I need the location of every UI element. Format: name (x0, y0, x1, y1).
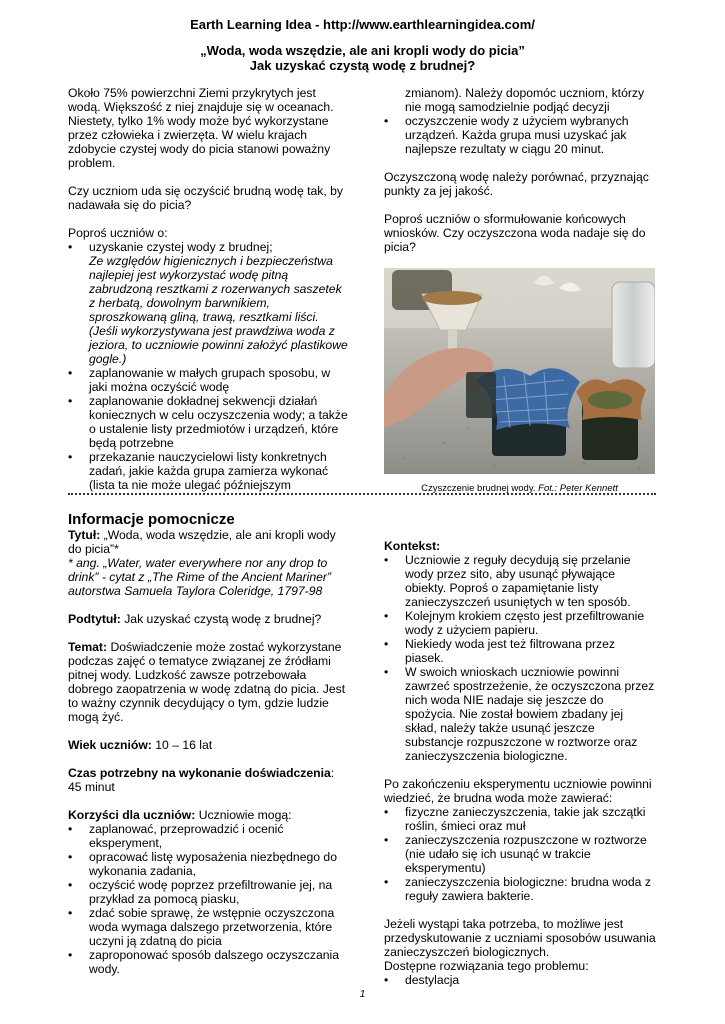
list-continuation: zmianom). Należy dopomóc uczniom, którzy nie mogą samodzielnie podjąć decyzji (405, 86, 645, 114)
hygiene-note: Ze względów higienicznych i bezpieczeństwa najlepiej jest wykorzystać wodę pitną zabrudzoną resztkami z rozerwanych saszetek z herbatą, dowolnym barwnikiem, sproszkowaną gliną, trawą, resztkami liści. (Jeśli wykorzystywana jest prawdziwa woda z jeziora, to uczniowie powinni założyć plastikowe gogle.) (89, 254, 348, 366)
section-divider (68, 493, 656, 495)
info-column (68, 511, 348, 976)
context-column (384, 539, 656, 987)
context-list (384, 553, 656, 763)
task-list (68, 240, 348, 492)
water-filtering-photo (384, 268, 655, 474)
after-experiment-paragraph: Po zakończeniu eksperymentu uczniowie powinni wiedzieć, że brudna woda może zawierać: (384, 777, 652, 805)
compare-paragraph: Oczyszczoną wodę należy porównać, przyznając punkty za jej jakość. (384, 170, 649, 198)
photo-caption: Czyszczenie brudnej wody. Fot.: Peter Kennett (421, 483, 618, 494)
info-topic: Temat: Doświadczenie może zostać wykorzystane podczas zajęć o tematyce związanej ze źródłami pitnej wody. Ludzkość zawsze potrzebowała dobrego zaopatrzenia w wodę zdatną do picia. Jest to ważny czynnik decydujący o tym, gdzie ludzie mogą żyć. (68, 640, 346, 724)
document-title: „Woda, woda wszędzie, ale ani kropli wody do picia” (200, 43, 525, 58)
list-item: • Uczniowie z reguły decydują się przelanie wody przez sito, aby usunąć pływające obiekty. Poproś o zapamiętanie listy zanieczyszczeń usuniętych w ten sposób. (384, 553, 656, 609)
site-header: Earth Learning Idea - http://www.earthlearningidea.com/ (190, 17, 535, 32)
document-subtitle: Jak uzyskać czystą wodę z brudnej? (249, 58, 476, 73)
context-heading: Kontekst: (384, 539, 441, 553)
list-item: • zaplanować, przeprowadzić i ocenić eksperyment, (68, 822, 348, 850)
benefits-list (68, 822, 348, 976)
list-item: • fizyczne zanieczyszczenia, takie jak szczątki roślin, śmieci oraz muł (384, 805, 656, 833)
info-age: Wiek uczniów: 10 – 16 lat (68, 738, 213, 752)
list-item: • zaplanowanie w małych grupach sposobu, w jaki można oczyścić wodę (68, 366, 348, 394)
info-title: Tytuł: „Woda, woda wszędzie, ale ani kropli wody do picia”* (68, 528, 336, 556)
intro-paragraph-3: Poproś uczniów o: (68, 226, 168, 240)
intro-column-right (384, 86, 656, 254)
contaminants-list (384, 805, 656, 903)
solutions-list (384, 973, 656, 987)
list-item: • opracować listę wyposażenia niezbędnego do wykonania zadania, (68, 850, 348, 878)
list-item: • przekazanie nauczycielowi listy konkretnych zadań, jakie każda grupa zamierza wykonać (lista ta nie może ulegać późniejszym (68, 450, 348, 492)
list-item: • Kolejnym krokiem często jest przefiltrowanie wody z użyciem papieru. (384, 609, 656, 637)
info-heading: Informacje pomocnicze (68, 511, 235, 528)
conclusion-paragraph: Poproś uczniów o sformułowanie końcowych wniosków. Czy oczyszczona woda nadaje się do picia? (384, 212, 646, 254)
discussion-paragraph: Jeżeli wystąpi taka potrzeba, to możliwe jest przedyskutowanie z uczniami sposobów usuwania zanieczyszczeń biologicznych. (384, 917, 656, 959)
list-item: • destylacja (384, 973, 656, 987)
info-subtitle: Podtytuł: Jak uzyskać czystą wodę z brudnej? (68, 612, 322, 626)
page-number: 1 (359, 989, 366, 1000)
intro-paragraph-2: Czy uczniom uda się oczyścić brudną wodę tak, by nadawała się do picia? (68, 184, 344, 212)
list-item: • uzyskanie czystej wody z brudnej; Ze względów higienicznych i bezpieczeństwa najlepiej jest wykorzystać wodę pitną zabrudzoną resztkami z rozerwanych saszetek z herbatą, dowolnym barwnikiem, sproszkowaną gliną, trawą, resztkami liści. (Jeśli wykorzystywana jest prawdziwa woda z jeziora, to uczniowie powinni założyć plastikowe gogle.) (68, 240, 348, 366)
list-item: • W swoich wnioskach uczniowie powinni zawrzeć spostrzeżenie, że oczyszczona przez nich woda NIE nadaje się jeszcze do spożycia. Nie został bowiem zbadany jej skład, należy także usunąć jeszcze substancje rozpuszczone w roztworze oraz zanieczyszczenia biologiczne. (384, 665, 656, 763)
intro-column (68, 86, 348, 492)
list-item: • zdać sobie sprawę, że wstępnie oczyszczona woda wymaga dalszego przetworzenia, które uczyni ją zdatną do picia (68, 906, 348, 948)
intro-paragraph-1: Około 75% powierzchni Ziemi przykrytych jest wodą. Większość z niej znajduje się w oceanach. Niestety, tylko 1% wody może być wykorzystane przez człowieka i zwierzęta. W wielu krajach zdobycie czystej wody do picia stanowi poważny problem. (68, 86, 334, 170)
list-item: • oczyszczenie wody z użyciem wybranych urządzeń. Każda grupa musi uzyskać jak najlepsze rezultaty w ciągu 20 minut. (384, 114, 656, 156)
info-title-note: * ang. „Water, water everywhere nor any drop to drink” - cytat z „The Rime of the Ancient Mariner” autorstwa Samuela Taylora Coleridge, 1797-98 (68, 556, 332, 598)
list-item: • zaplanowanie dokładnej sekwencji działań koniecznych w celu oczyszczenia wody; a także o ustalenie listy przedmiotów i urządzeń, które będą potrzebne (68, 394, 348, 450)
list-item: • zanieczyszczenia rozpuszczone w roztworze (nie udało się ich usunąć w trakcie eksperymentu) (384, 833, 656, 875)
list-item: • oczyścić wodę poprzez przefiltrowanie jej, na przykład za pomocą piasku, (68, 878, 348, 906)
list-item: • Niekiedy woda jest też filtrowana przez piasek. (384, 637, 656, 665)
solutions-paragraph: Dostępne rozwiązania tego problemu: (384, 959, 589, 973)
list-item: • zaproponować sposób dalszego oczyszczania wody. (68, 948, 348, 976)
list-item: • zanieczyszczenia biologiczne: brudna woda z reguły zawiera bakterie. (384, 875, 656, 903)
info-benefits: Korzyści dla uczniów: Uczniowie mogą: (68, 808, 292, 822)
photo-credit: Fot.: Peter Kennett (538, 483, 618, 494)
info-time: Czas potrzebny na wykonanie doświadczenia: 45 minut (68, 766, 335, 794)
